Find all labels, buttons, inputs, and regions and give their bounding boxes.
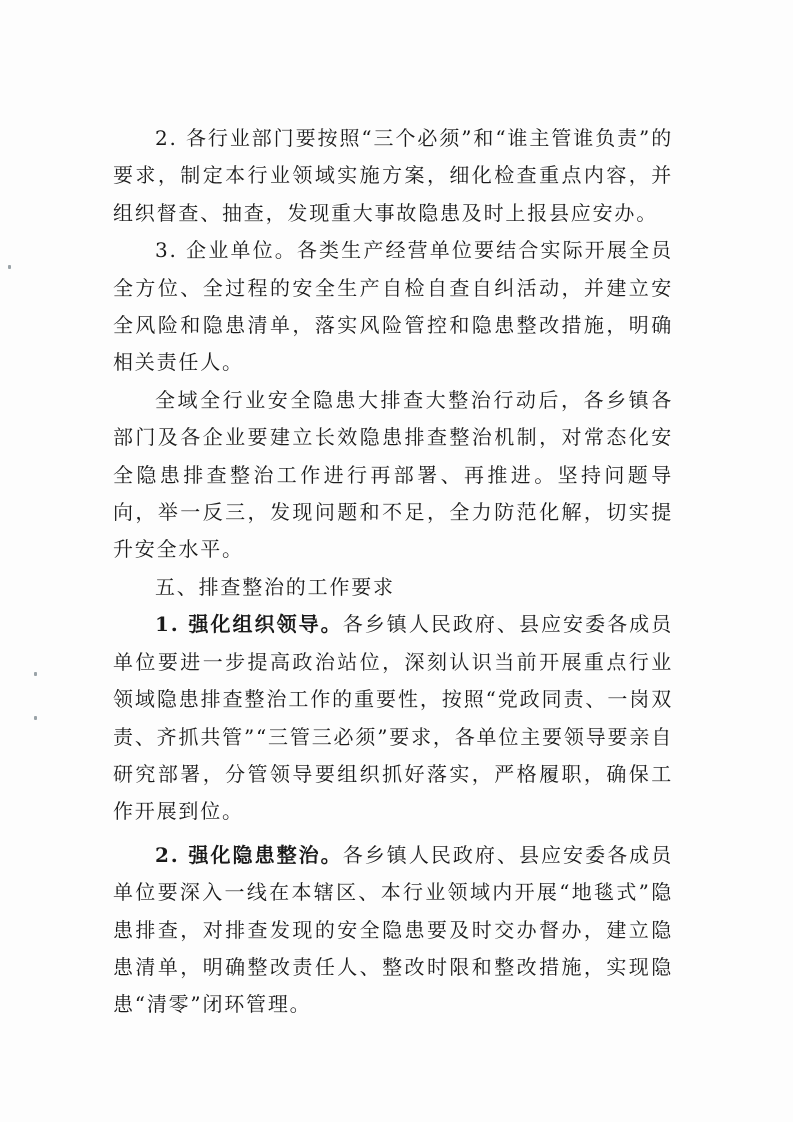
document-body: [113, 120, 673, 1024]
scan-speck: [8, 265, 11, 269]
scan-speck: [34, 672, 37, 676]
heading-text: 五、排查整治的工作要求: [155, 574, 395, 599]
paragraph-text: 全域全行业安全隐患大排查大整治行动后，各乡镇各部门及各企业要建立长效隐患排查整治机制，对常态化安全隐患排查整治工作进行再部署、再推进。坚持问题导向，举一反三，发现问题和不足，全力防范化解，切实提升安全水平。: [113, 387, 673, 562]
paragraph-strengthen-rectification: [113, 837, 673, 1024]
paragraph-text: 各乡镇人民政府、县应安委各成员单位要进一步提高政治站位，深刻认识当前开展重点行业领域隐患排查整治工作的重要性，按照“党政同责、一岗双责、齐抓共管”“三管三必须”要求，各单位主要领导要亲自研究部署，分管领导要组织抓好落实，严格履职，确保工作开展到位。: [113, 612, 673, 824]
paragraph-text: 3. 企业单位。各类生产经营单位要结合实际开展全员全方位、全过程的安全生产自检自查自纠活动，并建立安全风险和隐患清单，落实风险管控和隐患整改措施，明确相关责任人。: [113, 238, 673, 375]
paragraph-enterprise-units: [113, 232, 673, 382]
section-heading-work-requirements: [113, 569, 673, 606]
scan-speck: [34, 716, 37, 720]
paragraph-industry-departments: [113, 120, 673, 232]
paragraph-long-term-mechanism: [113, 382, 673, 569]
paragraph-text: 2. 各行业部门要按照“三个必须”和“谁主管谁负责”的要求，制定本行业领域实施方案，细化检查重点内容，并组织督查、抽查，发现重大事故隐患及时上报县应安办。: [113, 126, 673, 225]
paragraph-lead: 1. 强化组织领导。: [155, 612, 343, 637]
paragraph-strengthen-leadership: [113, 606, 673, 830]
paragraph-text: 各乡镇人民政府、县应安委各成员单位要深入一线在本辖区、本行业领域内开展“地毯式”隐患排查，对排查发现的安全隐患要及时交办督办，建立隐患清单，明确整改责任人、整改时限和整改措施，实现隐患“清零”闭环管理。: [113, 842, 673, 1017]
paragraph-lead: 2. 强化隐患整治。: [155, 842, 343, 867]
